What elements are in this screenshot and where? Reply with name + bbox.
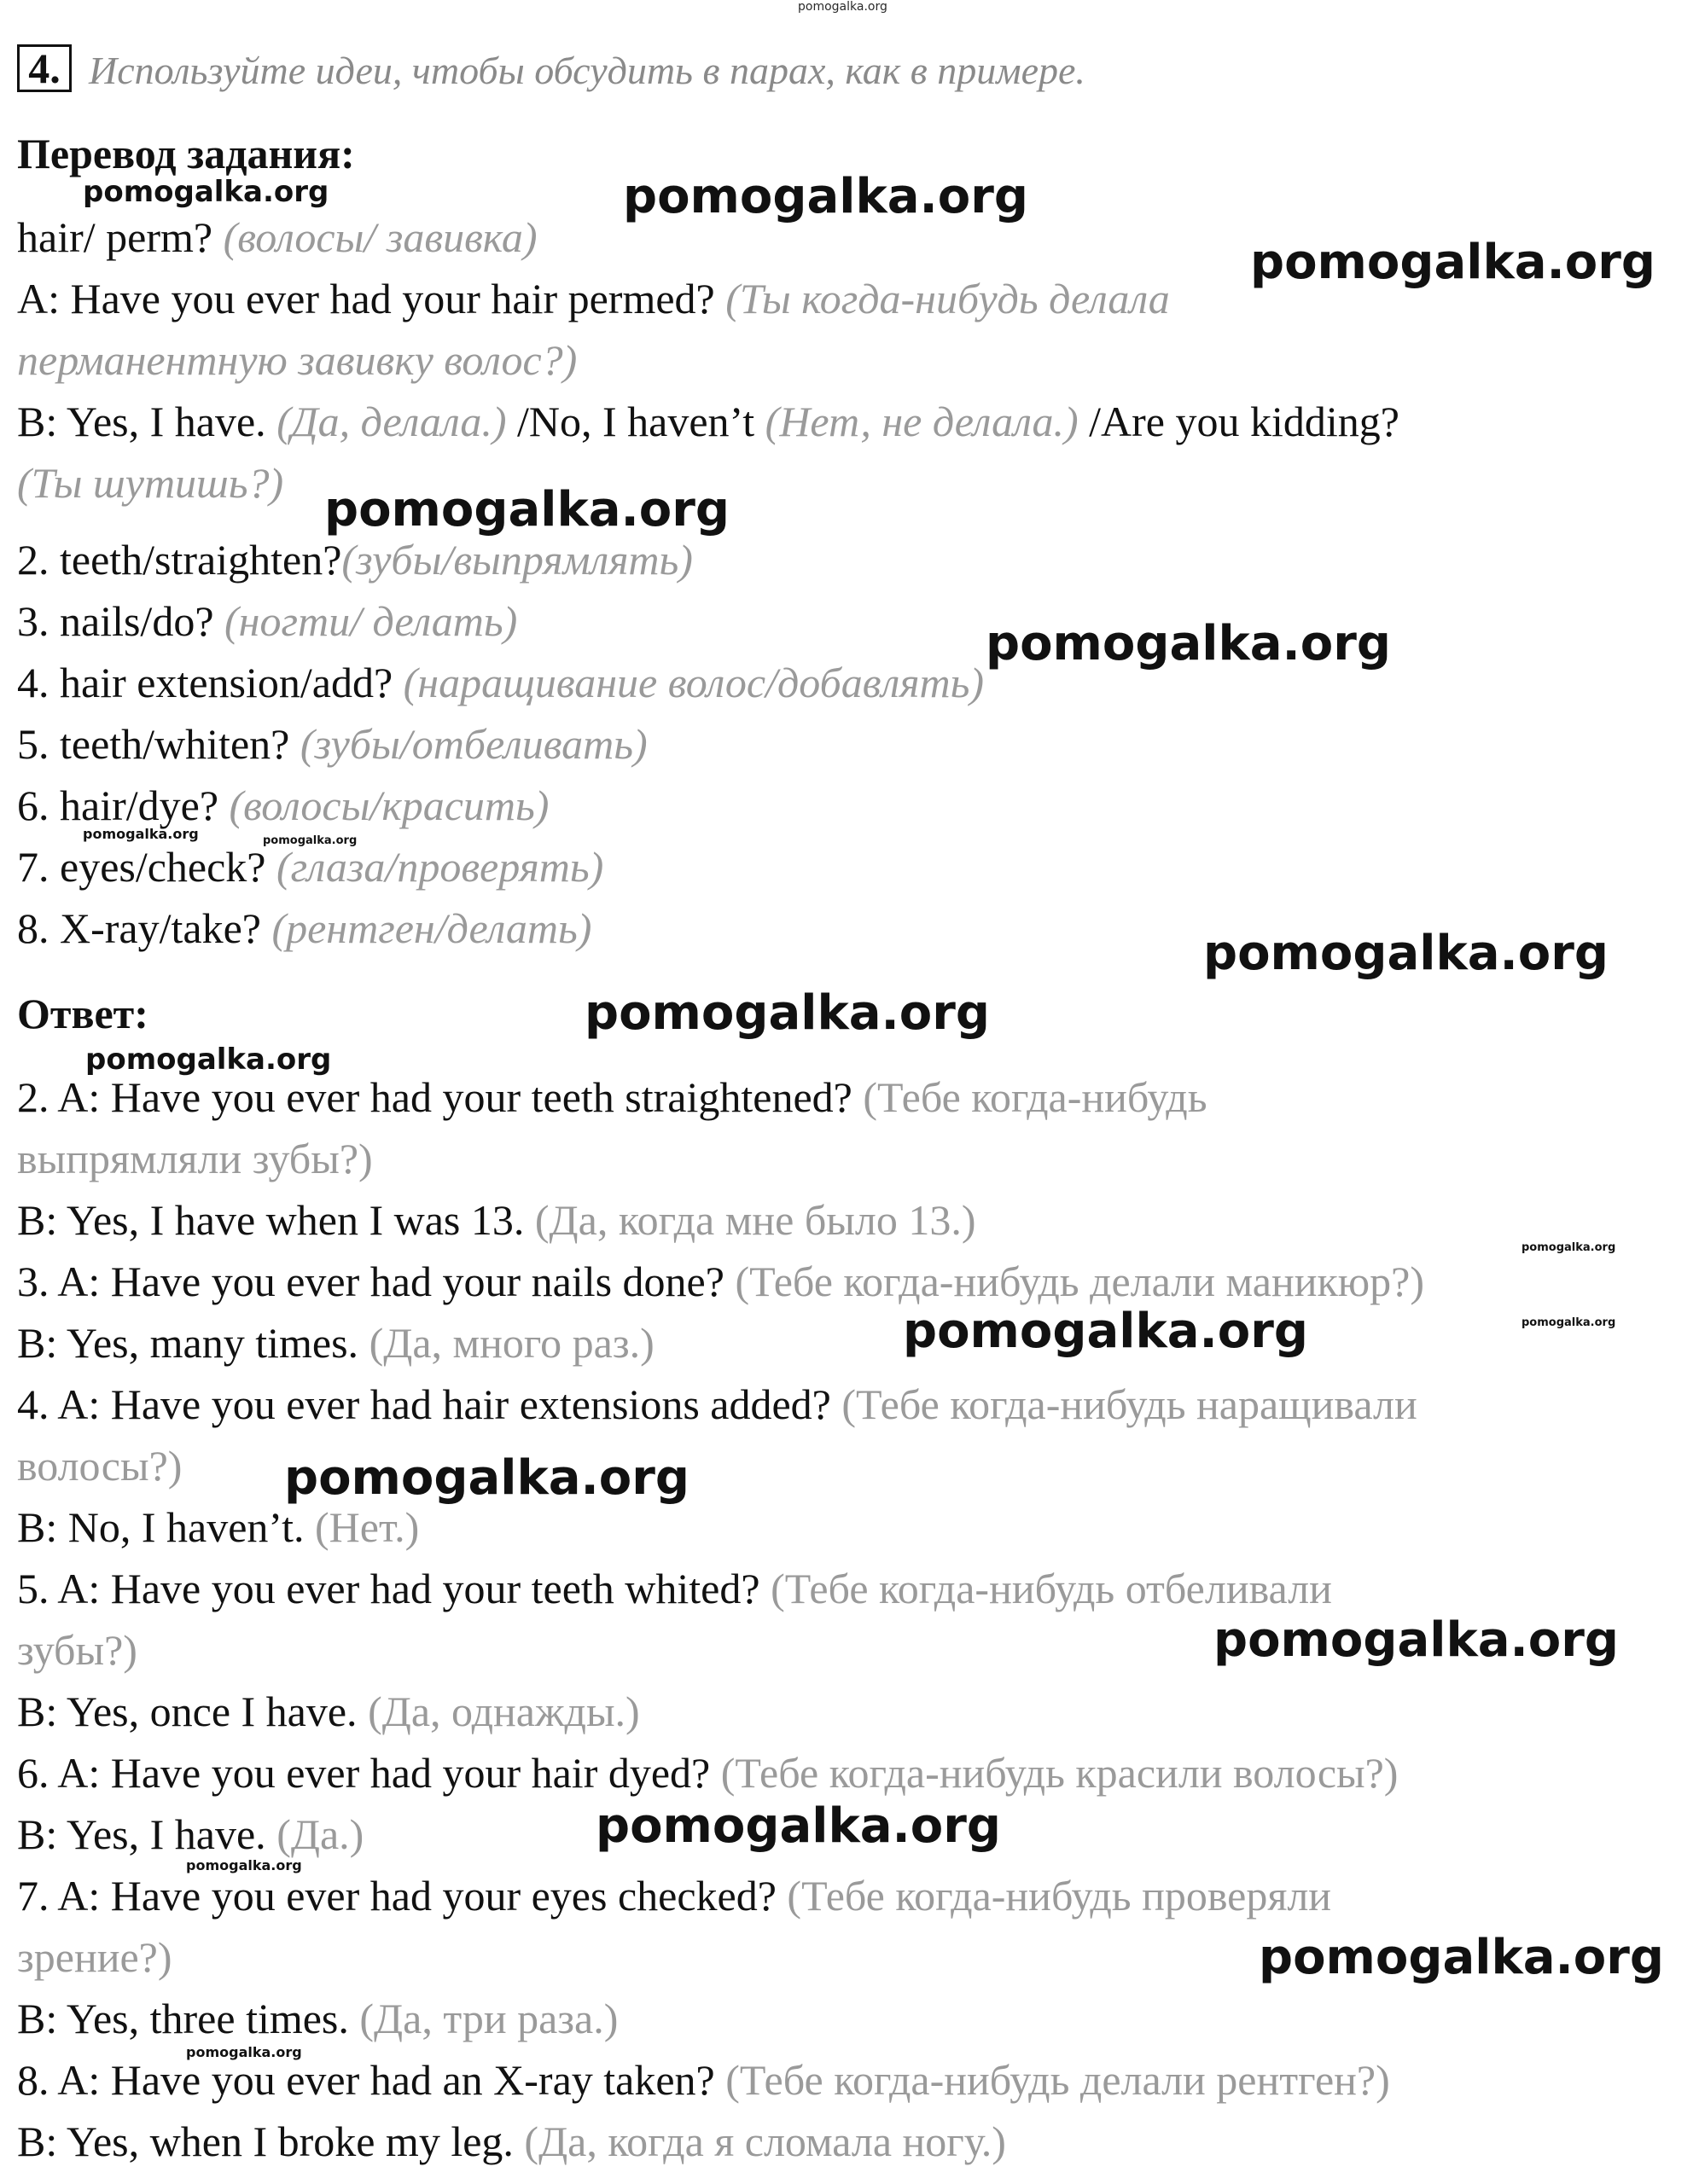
answer-ru: (Тебе когда-нибудь: [863, 1073, 1207, 1121]
example-a-ru: (Ты когда-нибудь делала: [725, 275, 1170, 322]
answer-line: [17, 1440, 182, 1491]
list-item: [17, 780, 549, 831]
watermark: pomogalka.org: [85, 1043, 332, 1077]
answer-ru: зрение?): [17, 1933, 172, 1981]
watermark: pomogalka.org: [263, 834, 358, 847]
answer-en: 5. A: Have you ever had your teeth whited?: [17, 1565, 760, 1612]
answer-en: 8. A: Have you ever had an X-ray taken?: [17, 2056, 715, 2104]
answer-ru: (Да, много раз.): [369, 1319, 655, 1367]
example-b-line: [17, 396, 1399, 447]
example-a-en: A: Have you ever had your hair permed?: [17, 275, 715, 322]
watermark: pomogalka.org: [83, 175, 329, 209]
item-en: 4. hair extension/add?: [17, 659, 393, 706]
example-b-en-2: /No, I haven’t: [516, 398, 755, 445]
task-number-box: 4.: [17, 44, 72, 92]
answer-line: [17, 1194, 975, 1246]
example-a-line: [17, 273, 1170, 324]
watermark: pomogalka.org: [83, 826, 199, 842]
answer-ru: (Тебе когда-нибудь делали маникюр?): [735, 1258, 1425, 1305]
answer-line: [17, 1747, 1398, 1798]
answer-ru: (Тебе когда-нибудь проверяли: [787, 1872, 1332, 1920]
watermark: pomogalka.org: [284, 1450, 689, 1506]
list-item: [17, 718, 648, 770]
answer-line: [17, 1870, 1331, 1921]
example-prompt-ru: (волосы/ завивка): [223, 213, 538, 261]
item-ru: (наращивание волос/добавлять): [403, 659, 985, 706]
answer-ru: (Тебе когда-нибудь наращивали: [841, 1380, 1417, 1428]
answer-en: B: No, I haven’t.: [17, 1503, 305, 1551]
watermark: pomogalka.org: [186, 1857, 302, 1873]
item-ru: (глаза/проверять): [276, 843, 604, 891]
item-en: 6. hair/dye?: [17, 781, 219, 829]
answer-line: [17, 1133, 373, 1184]
answer-line: [17, 1379, 1417, 1430]
example-b-ru-1: (Да, делала.): [276, 398, 507, 445]
answer-line: [17, 2116, 1006, 2167]
watermark: pomogalka.org: [1522, 1316, 1616, 1329]
example-b-ru-2: (Нет, не делала.): [765, 398, 1079, 445]
answer-ru: (Да, однажды.): [368, 1687, 640, 1735]
answer-line: [17, 1809, 364, 1860]
example-b-en-3: /Are you kidding?: [1089, 398, 1399, 445]
watermark: pomogalka.org: [1203, 926, 1609, 981]
answer-ru: (Да, когда я сломала ногу.): [524, 2117, 1006, 2165]
item-ru: (зубы/выпрямлять): [341, 536, 693, 584]
answer-en: B: Yes, many times.: [17, 1319, 359, 1367]
answer-ru: (Нет.): [315, 1503, 420, 1551]
answer-en: B: Yes, I have when I was 13.: [17, 1196, 525, 1244]
answer-line: [17, 1993, 618, 2044]
answer-en: 6. A: Have you ever had your hair dyed?: [17, 1749, 711, 1797]
example-a-ru-cont: перманентную завивку волос?): [17, 336, 578, 384]
answer-ru: зубы?): [17, 1626, 137, 1674]
example-b-en-1: B: Yes, I have.: [17, 398, 266, 445]
translation-heading: Перевод задания:: [17, 130, 355, 177]
answer-en: B: Yes, three times.: [17, 1995, 349, 2042]
item-en: 8. X-ray/take?: [17, 904, 261, 952]
answer-ru: выпрямляли зубы?): [17, 1135, 373, 1182]
answer-line: [17, 1072, 1207, 1123]
answer-en: 7. A: Have you ever had your eyes checked?: [17, 1872, 777, 1920]
answer-line: [17, 1317, 655, 1368]
watermark: pomogalka.org: [1522, 1241, 1616, 1254]
watermark: pomogalka.org: [585, 985, 990, 1041]
answer-ru: (Тебе когда-нибудь отбеливали: [771, 1565, 1332, 1612]
answer-en: B: Yes, when I broke my leg.: [17, 2117, 514, 2165]
answer-ru: (Да, когда мне было 13.): [534, 1196, 976, 1244]
answer-en: 4. A: Have you ever had hair extensions added?: [17, 1380, 831, 1428]
answer-line: [17, 1256, 1424, 1307]
answer-line: [17, 1686, 640, 1737]
answer-line: [17, 1563, 1332, 1614]
watermark: pomogalka.org: [596, 1798, 1001, 1854]
item-en: 3. nails/do?: [17, 597, 214, 645]
answer-ru: (Да, три раза.): [359, 1995, 619, 2042]
item-ru: (зубы/отбеливать): [300, 720, 648, 768]
answer-ru: (Тебе когда-нибудь красили волосы?): [720, 1749, 1399, 1797]
top-watermark: pomogalka.org: [798, 0, 887, 14]
answer-en: 3. A: Have you ever had your nails done?: [17, 1258, 724, 1305]
example-b-ru-3: (Ты шутишь?): [17, 459, 284, 507]
answer-heading: Ответ:: [17, 990, 148, 1037]
example-prompt: hair/ perm?: [17, 213, 213, 261]
task-instruction: Используйте идеи, чтобы обсудить в парах, как в примере.: [89, 49, 1085, 92]
answer-ru: волосы?): [17, 1442, 183, 1490]
watermark: pomogalka.org: [903, 1304, 1308, 1359]
answer-line: [17, 1624, 137, 1676]
watermark: pomogalka.org: [623, 169, 1028, 224]
watermark: pomogalka.org: [1213, 1612, 1619, 1668]
answer-ru: (Тебе когда-нибудь делали рентген?): [725, 2056, 1390, 2104]
item-ru: (ногти/ делать): [224, 597, 518, 645]
list-item: [17, 657, 984, 708]
answer-line: [17, 1502, 419, 1553]
watermark: pomogalka.org: [1259, 1930, 1664, 1985]
example-prompt-line: [17, 212, 538, 263]
answer-en: B: Yes, I have.: [17, 1810, 266, 1858]
item-en: 2. teeth/straighten?: [17, 536, 342, 584]
watermark: pomogalka.org: [986, 616, 1391, 671]
item-ru: (волосы/красить): [229, 781, 550, 829]
list-item: [17, 595, 517, 647]
list-item: [17, 534, 693, 585]
answer-line: [17, 2054, 1390, 2106]
answer-line: [17, 1931, 172, 1983]
item-ru: (рентген/делать): [271, 904, 592, 952]
item-en: 5. teeth/whiten?: [17, 720, 290, 768]
answer-en: B: Yes, once I have.: [17, 1687, 358, 1735]
watermark: pomogalka.org: [1250, 235, 1655, 290]
list-item: [17, 841, 603, 892]
list-item: [17, 903, 591, 954]
item-en: 7. eyes/check?: [17, 843, 266, 891]
watermark: pomogalka.org: [186, 2044, 302, 2060]
watermark: pomogalka.org: [324, 482, 730, 537]
answer-en: 2. A: Have you ever had your teeth straightened?: [17, 1073, 852, 1121]
answer-ru: (Да.): [276, 1810, 364, 1858]
